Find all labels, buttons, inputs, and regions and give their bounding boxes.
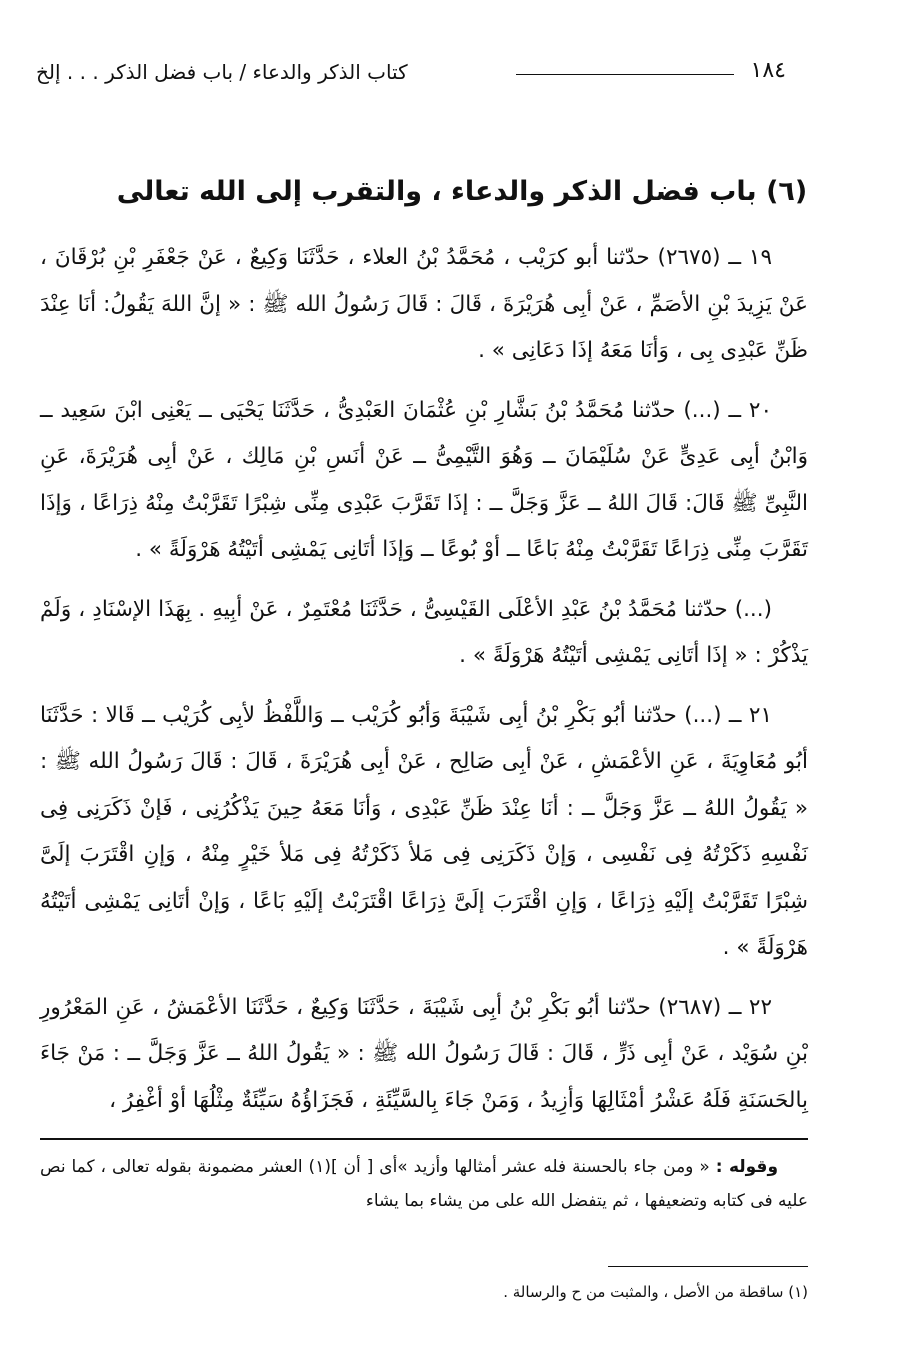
commentary-block — [40, 1150, 808, 1218]
header-rule — [516, 74, 734, 75]
page-number: ١٨٤ — [750, 58, 786, 83]
running-title: كتاب الذكر والدعاء / باب فضل الذكر . . . إلخ — [36, 60, 408, 84]
hadith-21: ٢١ ــ (...) حدّثنا أبُو بَكْرِ بْنُ أبِى شَيْبَةَ وَأبُو كُرَيْب ــ وَاللَّفْظُ لأبِى كُرَيْب ــ قَالا : حَدَّثَنَا أبُو مُعَاوِيَةَ ، عَنِ الأعْمَشِ ، عَنْ أبِى صَالِح ، عَنْ أبِى هُرَيْرَةَ ، قَالَ : قَالَ رَسُولُ الله ﷺ : « يَقُولُ اللهُ ــ عَزَّ وَجَلَّ ــ : أنَا عِنْدَ ظَنِّ عَبْدِى ، وَأنَا مَعَهُ حِينَ يَذْكُرُنِى ، فَإنْ ذَكَرَنِى فِى نَفْسِهِ ذَكَرْتُهُ فِى نَفْسِى ، وَإنْ ذَكَرَنِى فِى مَلأ ذَكَرْتُهُ فِى مَلأ خَيْرٍ مِنْهُ ، وَإنِ اقْتَرَبَ إلَىَّ شِبْرًا تَقَرَّبْتُ إلَيْهِ ذِرَاعًا ، وَإنِ اقْتَرَبَ إلَىَّ ذِرَاعًا اقْتَرَبْتُ إلَيْهِ بَاعًا ، وَإنْ أتَانِى يَمْشِى أتَيْتُهُ هَرْوَلَةً » . — [40, 702, 808, 960]
hadith-20-variant: (...) حدّثنا مُحَمَّدُ بْنُ عَبْدِ الأعْلَى القَيْسِىُّ ، حَدَّثَنَا مُعْتَمِرٌ ، عَنْ أبِيهِ . بِهَذَا الإسْنَادِ ، وَلَمْ يَذْكُرْ : « إذَا أتَانِى يَمْشِى أتَيْتُهُ هَرْوَلَةً » . — [40, 596, 808, 668]
hadith-22: ٢٢ ــ (٢٦٨٧) حدّثنا أبُو بَكْرِ بْنُ أبِى شَيْبَةَ ، حَدَّثَنَا وَكِيعٌ ، حَدَّثَنَا الأعْمَشُ ، عَنِ المَعْرُورِ بْنِ سُوَيْد ، عَنْ أبِى ذَرٍّ ، قَالَ : قَالَ رَسُولُ الله ﷺ : « يَقُولُ اللهُ ــ عَزَّ وَجَلَّ ــ : مَنْ جَاءَ بِالحَسَنَةِ فَلَهُ عَشْرُ أمْثَالِهَا وَأزِيدُ ، وَمَنْ جَاءَ بِالسَّيِّئَةِ ، فَجَزَاؤُهُ سَيِّئَةٌ مِثْلُهَا أوْ أغْفِرُ ، — [40, 994, 808, 1113]
running-header — [36, 58, 786, 88]
commentary-lead: وقوله : — [715, 1157, 779, 1177]
commentary-text: « ومن جاء بالحسنة فله عشر أمثالها وأزيد »أى [ أن ](١) العشر مضمونة بقوله تعالى ، كما نص عليه فى كتابه وتضعيفها ، ثم يتفضل الله على من يشاء بما يشاء — [40, 1157, 808, 1211]
main-text — [40, 235, 808, 1137]
hadith-19: ١٩ ــ (٢٦٧٥) حدّثنا أبو كرَيْب ، مُحَمَّدُ بْنُ العلاء ، حَدَّثَنَا وَكِيعٌ ، عَنْ جَعْفَرِ بْنِ بُرْقَانَ ، عَنْ يَزِيدَ بْنِ الأصَمِّ ، عَنْ أبِى هُرَيْرَةَ ، قَالَ : قَالَ رَسُولُ الله ﷺ : « إنَّ اللهَ يَقُولُ: أنَا عِنْدَ ظَنِّ عَبْدِى بِى ، وَأنَا مَعَهُ إذَا دَعَانِى » . — [40, 245, 808, 363]
commentary-divider — [40, 1138, 808, 1140]
footnote: (١) ساقطة من الأصل ، والمثبت من ح والرسالة . — [503, 1283, 808, 1301]
chapter-title: (٦) باب فضل الذكر والدعاء ، والتقرب إلى الله تعالى — [116, 176, 808, 207]
hadith-20: ٢٠ ــ (...) حدّثنا مُحَمَّدُ بْنُ بَشَّارِ بْنِ عُثْمَانَ العَبْدِىُّ ، حَدَّثَنَا يَحْيَى ــ يَعْنِى ابْنَ سَعِيد ــ وَابْنُ أبِى عَدِىٍّ عَنْ سُلَيْمَانَ ــ وَهُوَ التَّيْمِىُّ ــ عَنْ أنَسِ بْنِ مَالِك ، عَنْ أبِى هُرَيْرَةَ، عَنِ النَّبِىِّ ﷺ قَالَ: قَالَ اللهُ ــ عَزَّ وَجَلَّ ــ : إذَا تَقَرَّبَ عَبْدِى مِنِّى شِبْرًا تَقَرَّبْتُ مِنْهُ ذِرَاعًا ، وَإذَا تَقَرَّبَ مِنِّى ذِرَاعًا تَقَرَّبْتُ مِنْهُ بَاعًا ــ أوْ بُوعًا ــ وَإذَا أتَانِى يَمْشِى أتَيْتُهُ هَرْوَلَةً » . — [40, 397, 808, 562]
footnote-divider — [608, 1266, 808, 1267]
